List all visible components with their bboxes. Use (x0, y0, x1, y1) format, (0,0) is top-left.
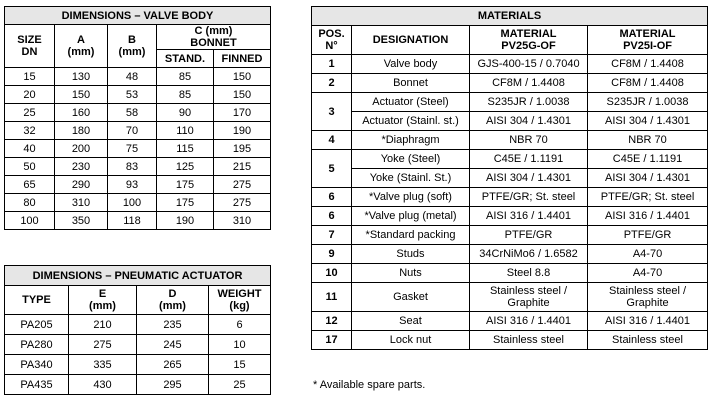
designation-cell: *Valve plug (metal) (352, 207, 470, 226)
c-header: C (mm) BONNET (157, 25, 271, 50)
position-number: 7 (312, 226, 352, 245)
table-cell: 150 (214, 68, 271, 86)
table-cell: 48 (108, 68, 157, 86)
table-cell: 83 (108, 158, 157, 176)
table-cell: 15 (209, 355, 271, 375)
table-cell: 125 (157, 158, 214, 176)
table-row (5, 104, 271, 122)
table-cell: 150 (55, 86, 108, 104)
material-2-header: MATERIAL PV25I-OF (588, 26, 708, 55)
valve-body-dimensions-table (4, 6, 271, 230)
finned-header: FINNED (214, 50, 271, 68)
table-cell: 100 (108, 194, 157, 212)
position-number: 4 (312, 131, 352, 150)
position-number: 6 (312, 188, 352, 207)
table-cell: 160 (55, 104, 108, 122)
table-cell: 32 (5, 122, 55, 140)
material-1-cell: AISI 316 / 1.4401 (470, 312, 588, 331)
d-header: D (mm) (137, 286, 209, 315)
material-1-cell: PTFE/GR (470, 226, 588, 245)
table-cell: 275 (214, 176, 271, 194)
designation-cell: *Valve plug (soft) (352, 188, 470, 207)
table-row (5, 315, 271, 335)
table-row (5, 355, 271, 375)
table-cell: 195 (214, 140, 271, 158)
table-row (312, 226, 708, 245)
table-row (5, 68, 271, 86)
table-cell: 80 (5, 194, 55, 212)
material-2-cell: PTFE/GR (588, 226, 708, 245)
table-cell: 110 (157, 122, 214, 140)
material-1-cell: 34CrNiMo6 / 1.6582 (470, 245, 588, 264)
a-header: A (mm) (55, 25, 108, 68)
material-2-cell: C45E / 1.1191 (588, 150, 708, 169)
table-cell: 85 (157, 86, 214, 104)
table-row (312, 245, 708, 264)
table-row (5, 375, 271, 395)
table-row (312, 93, 708, 112)
table-cell: 200 (55, 140, 108, 158)
material-1-cell: PTFE/GR; St. steel (470, 188, 588, 207)
material-1-cell: AISI 304 / 1.4301 (470, 112, 588, 131)
table-row (312, 74, 708, 93)
materials-table (311, 6, 708, 350)
table-cell: 170 (214, 104, 271, 122)
position-number: 17 (312, 331, 352, 350)
designation-cell: Actuator (Stainl. st.) (352, 112, 470, 131)
position-number: 11 (312, 283, 352, 312)
table-row (5, 158, 271, 176)
table-cell: 175 (157, 194, 214, 212)
table-row (5, 194, 271, 212)
designation-cell: Bonnet (352, 74, 470, 93)
table-cell: 235 (137, 315, 209, 335)
table-cell: 100 (5, 212, 55, 230)
table-cell: 130 (55, 68, 108, 86)
designation-cell: Seat (352, 312, 470, 331)
table-cell: 335 (69, 355, 137, 375)
designation-cell: Gasket (352, 283, 470, 312)
position-number: 6 (312, 207, 352, 226)
designation-cell: *Diaphragm (352, 131, 470, 150)
designation-cell: Actuator (Steel) (352, 93, 470, 112)
table-row (312, 312, 708, 331)
table-cell: 65 (5, 176, 55, 194)
size-header: SIZE DN (5, 25, 55, 68)
table-cell: 310 (55, 194, 108, 212)
spare-parts-note: * Available spare parts. (313, 379, 426, 391)
material-1-cell: CF8M / 1.4408 (470, 74, 588, 93)
table-row (5, 86, 271, 104)
table-row (5, 122, 271, 140)
table-cell: 85 (157, 68, 214, 86)
position-number: 10 (312, 264, 352, 283)
e-header: E (mm) (69, 286, 137, 315)
material-1-cell: C45E / 1.1191 (470, 150, 588, 169)
material-2-cell: AISI 316 / 1.4401 (588, 207, 708, 226)
table-cell: 6 (209, 315, 271, 335)
material-2-cell: Stainless steel / Graphite (588, 283, 708, 312)
b-header: B (mm) (108, 25, 157, 68)
position-number: 2 (312, 74, 352, 93)
designation-cell: Studs (352, 245, 470, 264)
position-number: 5 (312, 150, 352, 188)
table-cell: 180 (55, 122, 108, 140)
material-1-cell: Stainless steel / Graphite (470, 283, 588, 312)
material-2-cell: S235JR / 1.0038 (588, 93, 708, 112)
table-cell: 50 (5, 158, 55, 176)
table-cell: 115 (157, 140, 214, 158)
table-row (312, 169, 708, 188)
table-cell: 310 (214, 212, 271, 230)
table-cell: 150 (214, 86, 271, 104)
table-cell: 230 (55, 158, 108, 176)
material-2-cell: NBR 70 (588, 131, 708, 150)
material-2-cell: PTFE/GR; St. steel (588, 188, 708, 207)
table-cell: PA435 (5, 375, 69, 395)
designation-cell: Valve body (352, 55, 470, 74)
material-2-cell: CF8M / 1.4408 (588, 55, 708, 74)
table-cell: PA280 (5, 335, 69, 355)
stand-header: STAND. (157, 50, 214, 68)
table-cell: 215 (214, 158, 271, 176)
material-1-cell: AISI 316 / 1.4401 (470, 207, 588, 226)
table-cell: PA205 (5, 315, 69, 335)
table-cell: 265 (137, 355, 209, 375)
table-cell: 70 (108, 122, 157, 140)
material-2-cell: Stainless steel (588, 331, 708, 350)
material-2-cell: A4-70 (588, 245, 708, 264)
actuator-dimensions-table (4, 265, 271, 395)
table-row (312, 207, 708, 226)
table-cell: 430 (69, 375, 137, 395)
table-cell: 75 (108, 140, 157, 158)
material-2-cell: AISI 316 / 1.4401 (588, 312, 708, 331)
table-cell: 275 (69, 335, 137, 355)
table-cell: 40 (5, 140, 55, 158)
designation-header: DESIGNATION (352, 26, 470, 55)
table-cell: 90 (157, 104, 214, 122)
table-cell: PA340 (5, 355, 69, 375)
material-2-cell: AISI 304 / 1.4301 (588, 112, 708, 131)
table-cell: 58 (108, 104, 157, 122)
table-cell: 275 (214, 194, 271, 212)
material-2-cell: CF8M / 1.4408 (588, 74, 708, 93)
table-row (312, 150, 708, 169)
table-row (312, 188, 708, 207)
pos-header: POS. N° (312, 26, 352, 55)
table-row (312, 331, 708, 350)
designation-cell: Yoke (Steel) (352, 150, 470, 169)
table-cell: 190 (157, 212, 214, 230)
type-header: TYPE (5, 286, 69, 315)
table-cell: 175 (157, 176, 214, 194)
table-row (312, 112, 708, 131)
material-1-header: MATERIAL PV25G-OF (470, 26, 588, 55)
table-cell: 245 (137, 335, 209, 355)
table-row (312, 55, 708, 74)
actuator-title: DIMENSIONS – PNEUMATIC ACTUATOR (5, 266, 271, 286)
table-cell: 93 (108, 176, 157, 194)
material-1-cell: Stainless steel (470, 331, 588, 350)
table-cell: 25 (5, 104, 55, 122)
table-cell: 20 (5, 86, 55, 104)
designation-cell: *Standard packing (352, 226, 470, 245)
table-cell: 10 (209, 335, 271, 355)
table-row (312, 264, 708, 283)
table-cell: 118 (108, 212, 157, 230)
designation-cell: Yoke (Stainl. St.) (352, 169, 470, 188)
table-cell: 15 (5, 68, 55, 86)
material-1-cell: AISI 304 / 1.4301 (470, 169, 588, 188)
table-cell: 210 (69, 315, 137, 335)
position-number: 3 (312, 93, 352, 131)
position-number: 12 (312, 312, 352, 331)
table-row (312, 283, 708, 312)
table-row (5, 140, 271, 158)
table-cell: 290 (55, 176, 108, 194)
designation-cell: Lock nut (352, 331, 470, 350)
material-1-cell: Steel 8.8 (470, 264, 588, 283)
material-1-cell: GJS-400-15 / 0.7040 (470, 55, 588, 74)
table-row (5, 335, 271, 355)
weight-header: WEIGHT (kg) (209, 286, 271, 315)
designation-cell: Nuts (352, 264, 470, 283)
material-1-cell: NBR 70 (470, 131, 588, 150)
table-cell: 53 (108, 86, 157, 104)
material-1-cell: S235JR / 1.0038 (470, 93, 588, 112)
table-cell: 295 (137, 375, 209, 395)
position-number: 9 (312, 245, 352, 264)
table-cell: 190 (214, 122, 271, 140)
materials-title: MATERIALS (312, 7, 708, 26)
position-number: 1 (312, 55, 352, 74)
material-2-cell: A4-70 (588, 264, 708, 283)
table-row (5, 212, 271, 230)
table-cell: 350 (55, 212, 108, 230)
material-2-cell: AISI 304 / 1.4301 (588, 169, 708, 188)
table-row (5, 176, 271, 194)
table-row (312, 131, 708, 150)
table-cell: 25 (209, 375, 271, 395)
valve-body-title: DIMENSIONS – VALVE BODY (5, 7, 271, 25)
